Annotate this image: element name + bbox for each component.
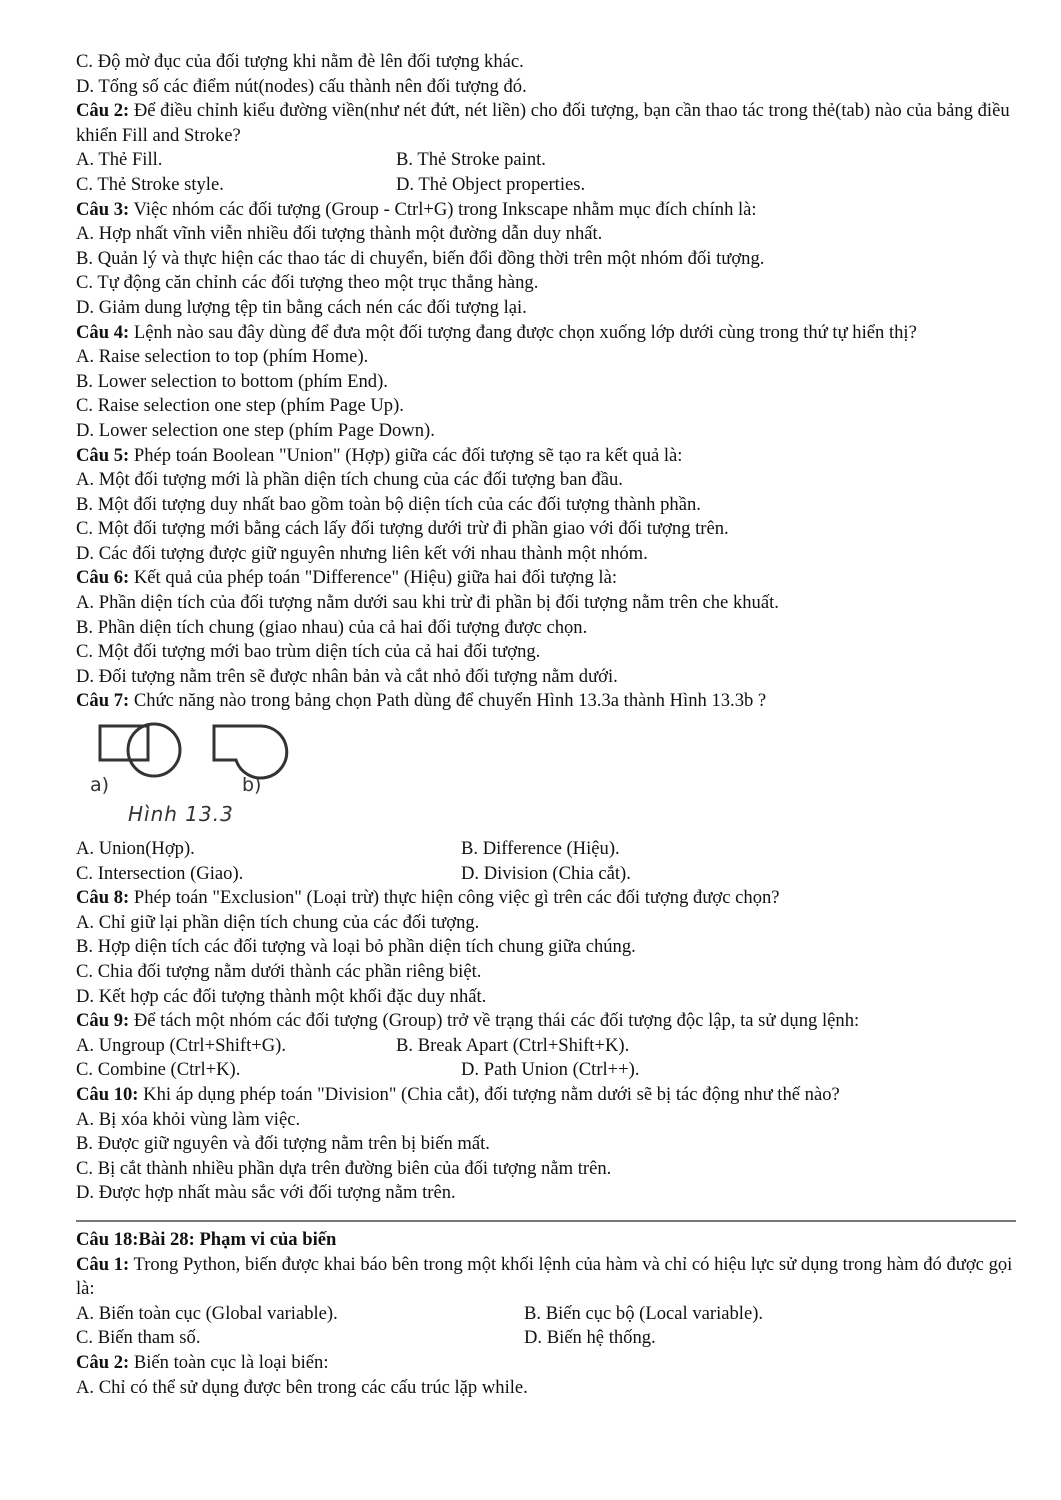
option-c: C. Bị cắt thành nhiều phần dựa trên đường biên của đối tượng nằm trên. (76, 1157, 612, 1179)
option-d: D. Biến hệ thống. (524, 1327, 656, 1349)
option-b: B. Lower selection to bottom (phím End). (76, 370, 388, 392)
question-text: Để điều chỉnh kiểu đường viền(như nét đứt, nét liền) cho đối tượng, bạn cần thao tác trong thẻ(tab) nào của bảng điều khiển Fill and Stroke? (76, 100, 1010, 146)
option-c: C. Tự động căn chỉnh các đối tượng theo một trục thẳng hàng. (76, 272, 539, 294)
option-row (76, 1302, 1016, 1327)
option-b: B. Biến cục bộ (Local variable). (524, 1302, 764, 1324)
option-d: D. Division (Chia cắt). (461, 862, 631, 884)
question-label: Câu 1: (76, 1253, 130, 1275)
question-5 (76, 444, 1016, 469)
figure-shapes (86, 718, 306, 790)
option-d: D. Giảm dung lượng tệp tin bằng cách nén các đối tượng lại. (76, 296, 527, 318)
question-text: Việc nhóm các đối tượng (Group - Ctrl+G) trong Inkscape nhằm mục đích chính là: (129, 198, 757, 220)
option-row (76, 148, 1016, 173)
question-label: Câu 9: (76, 1010, 130, 1032)
question-2 (76, 99, 1016, 148)
question-label: Câu 2: (76, 1351, 130, 1373)
option-b: B. Được giữ nguyên và đối tượng nằm trên bị biến mất. (76, 1133, 490, 1155)
figure-label-b: b) (242, 774, 262, 797)
option-d: D. Đối tượng nằm trên sẽ được nhân bản và cắt nhỏ đối tượng nằm dưới. (76, 665, 618, 687)
option-c: C. Raise selection one step (phím Page Up). (76, 395, 404, 417)
option-c: C. Thẻ Stroke style. (76, 173, 224, 195)
question-label: Câu 3: (76, 198, 130, 220)
question-label: Câu 5: (76, 444, 130, 466)
option-c: C. Một đối tượng mới bằng cách lấy đối tượng dưới trừ đi phần giao với đối tượng trên. (76, 518, 729, 540)
question-text: Trong Python, biến được khai báo bên trong một khối lệnh của hàm và chỉ có hiệu lực sử dụng trong hàm đó được gọi là: (76, 1253, 1013, 1300)
option-a: A. Chỉ có thể sử dụng được bên trong các cấu trúc lặp while. (76, 1376, 528, 1398)
figure-label-a: a) (90, 774, 110, 797)
option-row (76, 1034, 1016, 1059)
option-a: A. Thẻ Fill. (76, 149, 163, 171)
question-8 (76, 886, 1016, 911)
option-row (76, 1058, 1016, 1083)
question-text: Chức năng nào trong bảng chọn Path dùng để chuyển Hình 13.3a thành Hình 13.3b ? (129, 690, 767, 712)
option-d: D. Được hợp nhất màu sắc với đối tượng nằm trên. (76, 1182, 456, 1204)
option-a: A. Biến toàn cục (Global variable). (76, 1302, 338, 1324)
option-row (76, 837, 1016, 862)
question-7 (76, 689, 1016, 714)
option-c: C. Một đối tượng mới bao trùm diện tích của cả hai đối tượng. (76, 641, 541, 663)
question-text: Lệnh nào sau đây dùng để đưa một đối tượng đang được chọn xuống lớp dưới cùng trong thứ tự hiển thị? (129, 321, 917, 343)
option-d: D. Path Union (Ctrl++). (461, 1059, 640, 1081)
option-d: D. Kết hợp các đối tượng thành một khối đặc duy nhất. (76, 985, 487, 1007)
figure-13-3 (76, 714, 1016, 837)
question-6 (76, 566, 1016, 591)
question-text: Kết quả của phép toán "Difference" (Hiệu) giữa hai đối tượng là: (129, 567, 618, 589)
option-b: B. Một đối tượng duy nhất bao gồm toàn bộ diện tích của các đối tượng thành phần. (76, 493, 701, 515)
option-row (76, 1326, 1016, 1351)
option-b: B. Thẻ Stroke paint. (396, 149, 546, 171)
option-b: B. Difference (Hiệu). (461, 838, 620, 860)
question-9 (76, 1009, 1016, 1034)
option-line: C. Độ mờ đục của đối tượng khi nằm đè lên đối tượng khác. (76, 51, 524, 72)
option-c: C. Biến tham số. (76, 1327, 201, 1349)
option-row (76, 173, 1016, 198)
option-b: B. Phần diện tích chung (giao nhau) của cả hai đối tượng được chọn. (76, 616, 588, 638)
option-c: C. Combine (Ctrl+K). (76, 1059, 241, 1081)
question-label: Câu 6: (76, 567, 130, 589)
option-line: D. Tổng số các điểm nút(nodes) cấu thành nên đối tượng đó. (76, 75, 527, 97)
question-label: Câu 10: (76, 1083, 139, 1105)
question-label: Câu 4: (76, 321, 130, 343)
figure-caption: Hình 13.3 (128, 802, 234, 827)
option-b: B. Hợp diện tích các đối tượng và loại bỏ phần diện tích chung giữa chúng. (76, 936, 636, 958)
option-d: D. Lower selection one step (phím Page Down). (76, 419, 435, 441)
figure-b-union (214, 726, 287, 778)
option-b: B. Quản lý và thực hiện các thao tác di chuyển, biến đổi đồng thời trên một nhóm đối tượng. (76, 247, 765, 269)
option-a: A. Một đối tượng mới là phần diện tích chung của các đối tượng ban đầu. (76, 469, 623, 491)
option-d: D. Thẻ Object properties. (396, 173, 586, 195)
option-b: B. Break Apart (Ctrl+Shift+K). (396, 1034, 630, 1056)
section-divider (76, 1220, 1016, 1222)
section-question-1 (76, 1253, 1016, 1302)
option-a: A. Ungroup (Ctrl+Shift+G). (76, 1034, 286, 1056)
section-title: Câu 18:Bài 28: Phạm vi của biến (76, 1228, 337, 1250)
question-label: Câu 7: (76, 690, 130, 712)
option-a: A. Raise selection to top (phím Home). (76, 346, 369, 368)
option-d: D. Các đối tượng được giữ nguyên nhưng liên kết với nhau thành một nhóm. (76, 542, 648, 564)
figure-a-square (100, 726, 148, 760)
question-10 (76, 1083, 1016, 1108)
figure-a-circle (128, 724, 180, 776)
option-row (76, 862, 1016, 887)
question-3 (76, 198, 1016, 223)
question-text: Phép toán Boolean "Union" (Hợp) giữa các đối tượng sẽ tạo ra kết quả là: (129, 444, 683, 466)
option-c: C. Chia đối tượng nằm dưới thành các phần riêng biệt. (76, 961, 482, 982)
option-a: A. Phần diện tích của đối tượng nằm dưới sau khi trừ đi phần bị đối tượng nằm trên che khuất. (76, 592, 779, 614)
option-a: A. Union(Hợp). (76, 838, 195, 860)
document-page (76, 50, 1016, 1400)
question-label: Câu 2: (76, 100, 130, 122)
option-c: C. Intersection (Giao). (76, 862, 244, 884)
section-question-2 (76, 1351, 1016, 1376)
option-a: A. Bị xóa khỏi vùng làm việc. (76, 1108, 301, 1130)
question-4 (76, 321, 1016, 346)
question-text: Khi áp dụng phép toán "Division" (Chia cắt), đối tượng nằm dưới sẽ bị tác động như thế nào? (138, 1083, 840, 1105)
option-a: A. Hợp nhất vĩnh viễn nhiều đối tượng thành một đường dẫn duy nhất. (76, 223, 603, 245)
question-text: Để tách một nhóm các đối tượng (Group) trở về trạng thái các đối tượng độc lập, ta sử dụng lệnh: (129, 1010, 860, 1032)
option-a: A. Chỉ giữ lại phần diện tích chung của các đối tượng. (76, 911, 480, 933)
question-text: Phép toán "Exclusion" (Loại trừ) thực hiện công việc gì trên các đối tượng được chọn? (129, 887, 780, 909)
question-label: Câu 8: (76, 887, 130, 909)
question-text: Biến toàn cục là loại biến: (129, 1351, 329, 1373)
